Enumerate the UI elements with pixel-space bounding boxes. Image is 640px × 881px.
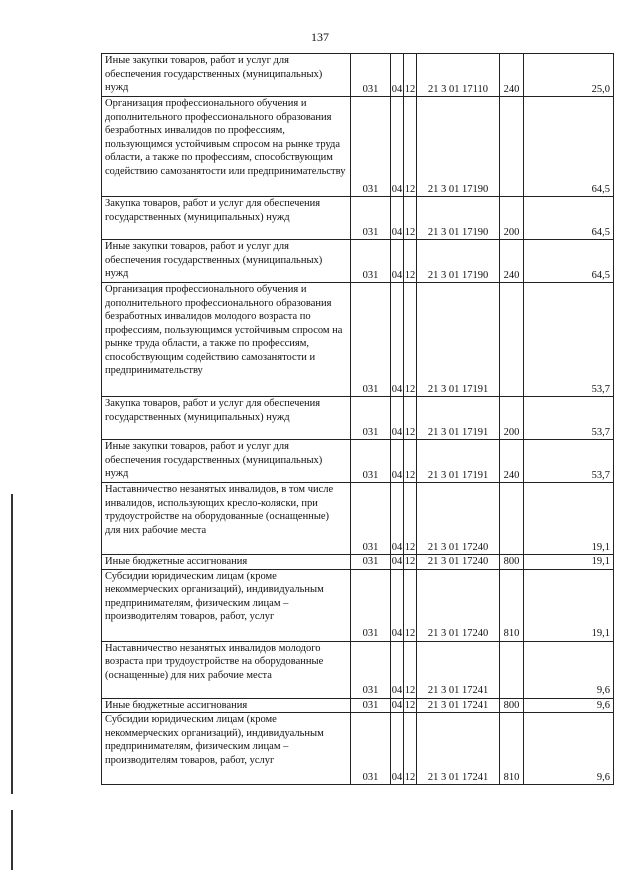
- article-code: 21 3 01 17191: [417, 283, 500, 397]
- article-code: 21 3 01 17241: [417, 713, 500, 785]
- subsection-code: 12: [404, 54, 417, 97]
- subsection-code: 12: [404, 699, 416, 711]
- article-code: 21 3 01 17240: [417, 569, 500, 641]
- section-code: 04: [391, 54, 404, 97]
- amount: 19,1: [524, 555, 614, 570]
- row-name: Иные закупки товаров, работ и услуг для обеспечения государственных (муниципальных) нужд: [102, 240, 351, 283]
- article-code: 21 3 01 17191: [417, 397, 500, 440]
- amount: 53,7: [524, 440, 614, 483]
- amount: 53,7: [524, 283, 614, 397]
- ministry-code: 031: [351, 641, 391, 698]
- subsection-code: 12: [404, 240, 417, 283]
- section-code: 04: [391, 699, 403, 711]
- expense-type-code: 200: [500, 397, 524, 440]
- section-code: 04: [391, 197, 404, 240]
- amount: 19,1: [524, 483, 614, 555]
- expense-type-code: [500, 483, 524, 555]
- section-code: 04: [391, 713, 404, 785]
- article-code: 21 3 01 17190: [417, 97, 500, 197]
- table-body: [102, 54, 614, 785]
- scan-edge-line: [11, 810, 13, 870]
- row-name: Наставничество незанятых инвалидов, в том числе инвалидов, использующих кресло-коляски, при трудоустройстве на оборудованные (оснащенные) для них рабочие места: [102, 483, 351, 555]
- expense-type-code: [500, 641, 524, 698]
- table-row: [102, 483, 614, 555]
- page-number: 137: [311, 30, 329, 44]
- ministry-code: 031: [351, 397, 391, 440]
- expense-type-code: [500, 283, 524, 397]
- row-name: Иные бюджетные ассигнования: [102, 698, 351, 713]
- table-row: [102, 569, 614, 641]
- subsection-code: 12: [404, 397, 417, 440]
- ministry-code: 031: [351, 197, 391, 240]
- section-code: 04: [391, 483, 404, 555]
- table-row: [102, 283, 614, 397]
- expense-type-code: 810: [500, 569, 524, 641]
- table-row: [102, 240, 614, 283]
- row-name: Субсидии юридическим лицам (кроме некоммерческих организаций), индивидуальным предпринимателям, физическим лицам – производителям товаров, работ, услуг: [102, 713, 351, 785]
- ministry-code: 031: [351, 283, 391, 397]
- table-row: [102, 54, 614, 97]
- ministry-code: 031: [351, 54, 391, 97]
- section-code: 04: [391, 556, 403, 567]
- article-code: 21 3 01 17241: [417, 641, 500, 698]
- subsection-code: 12: [404, 556, 416, 567]
- article-code: 21 3 01 17240: [417, 483, 500, 555]
- table-row: [102, 197, 614, 240]
- row-name: Закупка товаров, работ и услуг для обеспечения государственных (муниципальных) нужд: [102, 197, 351, 240]
- expense-type-code: [500, 97, 524, 197]
- ministry-code: 031: [351, 97, 391, 197]
- expense-type-code: 800: [500, 555, 524, 570]
- row-name: Иные бюджетные ассигнования: [102, 555, 351, 570]
- expense-type-code: 240: [500, 54, 524, 97]
- expense-type-code: 240: [500, 440, 524, 483]
- amount: 9,6: [524, 713, 614, 785]
- table-row: [102, 713, 614, 785]
- ministry-code: 031: [351, 240, 391, 283]
- row-name: Наставничество незанятых инвалидов молодого возраста при трудоустройстве на оборудованные (оснащенные) для них рабочие места: [102, 641, 351, 698]
- subsection-code: 12: [404, 483, 417, 555]
- expense-type-code: 240: [500, 240, 524, 283]
- section-code: 04: [391, 240, 404, 283]
- subsection-code: 12: [404, 197, 417, 240]
- section-code: 04: [391, 283, 404, 397]
- subsection-code: 12: [404, 97, 417, 197]
- expense-type-code: 200: [500, 197, 524, 240]
- ministry-code: 031: [351, 713, 391, 785]
- table-row: [102, 555, 614, 570]
- table-row: [102, 641, 614, 698]
- ministry-code: 031: [351, 555, 391, 570]
- row-name: Организация профессионального обучения и дополнительного профессионального образования безработных инвалидов по профессиям, пользующимся устойчивым спросом на рынке труда области, а также по профессиям, способствующим содействию самозанятости или предпринимательству: [102, 97, 351, 197]
- ministry-code: 031: [351, 440, 391, 483]
- expense-type-code: 800: [500, 698, 524, 713]
- ministry-code: 031: [351, 698, 391, 713]
- row-name: Закупка товаров, работ и услуг для обеспечения государственных (муниципальных) нужд: [102, 397, 351, 440]
- amount: 19,1: [524, 569, 614, 641]
- subsection-code: 12: [404, 569, 417, 641]
- section-code: 04: [391, 97, 404, 197]
- budget-table: [101, 53, 614, 785]
- section-code: 04: [391, 641, 404, 698]
- row-name: Организация профессионального обучения и дополнительного профессионального образования безработных инвалидов молодого возраста по профессиям, пользующимся устойчивым спросом на рынке труда области, а также по профессиям, способствующим содействию самозанятости и предпринимательству: [102, 283, 351, 397]
- table-row: [102, 397, 614, 440]
- table-row: [102, 97, 614, 197]
- article-code: 21 3 01 17241: [417, 698, 500, 713]
- table-row: [102, 698, 614, 713]
- subsection-code: 12: [404, 641, 417, 698]
- scan-edge-line: [11, 494, 13, 794]
- amount: 9,6: [524, 641, 614, 698]
- article-code: 21 3 01 17191: [417, 440, 500, 483]
- amount: 9,6: [524, 698, 614, 713]
- subsection-code: 12: [404, 713, 417, 785]
- section-code: 04: [391, 440, 404, 483]
- row-name: Иные закупки товаров, работ и услуг для обеспечения государственных (муниципальных) нужд: [102, 440, 351, 483]
- article-code: 21 3 01 17190: [417, 240, 500, 283]
- table-row: [102, 440, 614, 483]
- amount: 64,5: [524, 97, 614, 197]
- article-code: 21 3 01 17110: [417, 54, 500, 97]
- row-name: Субсидии юридическим лицам (кроме некоммерческих организаций), индивидуальным предпринимателям, физическим лицам – производителям товаров, работ, услуг: [102, 569, 351, 641]
- expense-type-code: 810: [500, 713, 524, 785]
- subsection-code: 12: [404, 283, 417, 397]
- ministry-code: 031: [351, 483, 391, 555]
- article-code: 21 3 01 17190: [417, 197, 500, 240]
- ministry-code: 031: [351, 569, 391, 641]
- amount: 64,5: [524, 240, 614, 283]
- row-name: Иные закупки товаров, работ и услуг для обеспечения государственных (муниципальных) нужд: [102, 54, 351, 97]
- section-code: 04: [391, 569, 404, 641]
- subsection-code: 12: [404, 440, 417, 483]
- amount: 64,5: [524, 197, 614, 240]
- amount: 25,0: [524, 54, 614, 97]
- article-code: 21 3 01 17240: [417, 555, 500, 570]
- section-code: 04: [391, 397, 404, 440]
- amount: 53,7: [524, 397, 614, 440]
